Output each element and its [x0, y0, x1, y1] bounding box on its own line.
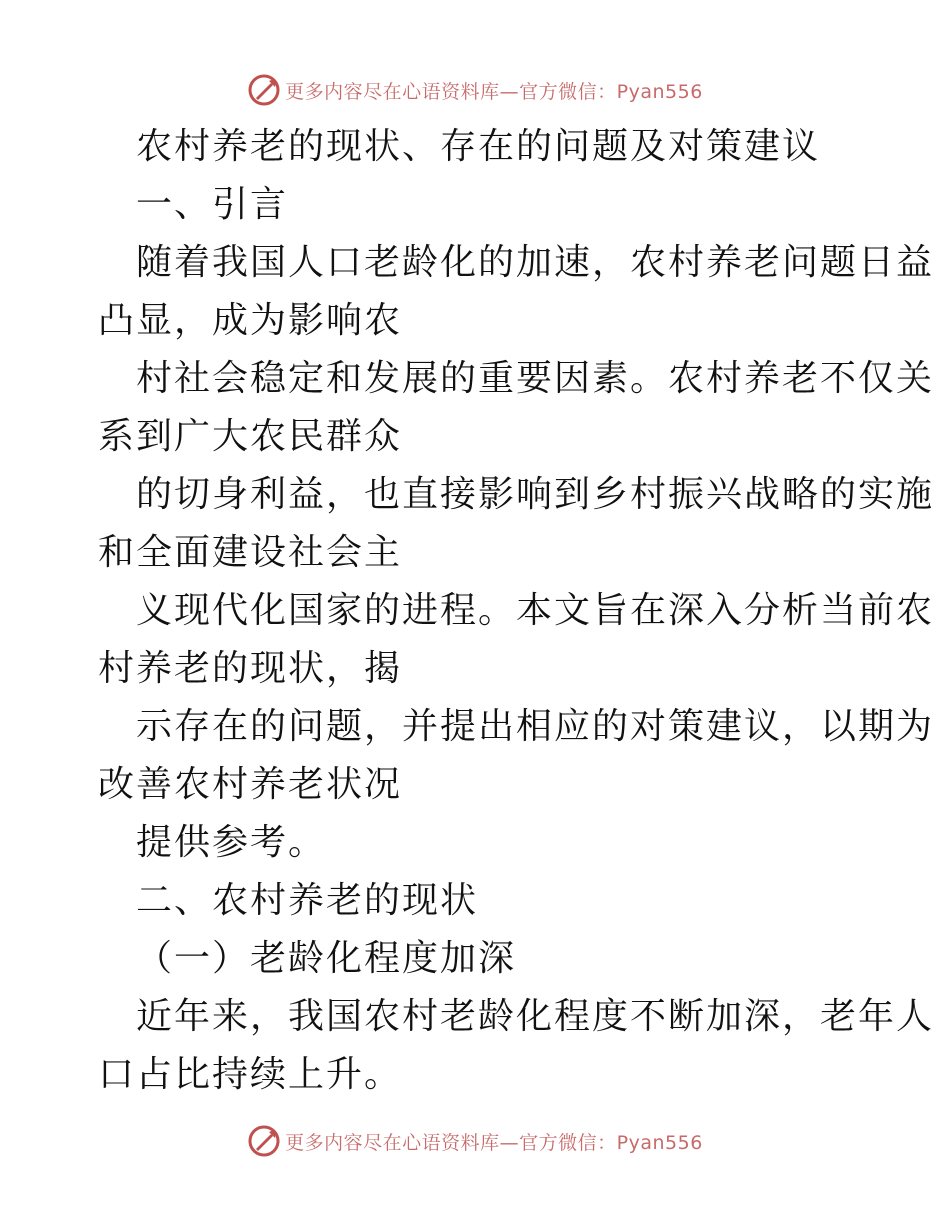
paragraph-line: 改善农村养老状况	[98, 764, 403, 805]
paragraph-line: 和全面建设社会主	[98, 532, 403, 573]
footer-watermark	[0, 1121, 950, 1161]
paragraph-line: 随着我国人口老龄化的加速，农村养老问题日益	[136, 242, 935, 283]
paragraph-line: 近年来，我国农村老龄化程度不断加深，老年人	[136, 996, 935, 1037]
paragraph-line: 的切身利益，也直接影响到乡村振兴战略的实施	[136, 474, 935, 515]
watermark-text: 更多内容尽在心语资料库—官方微信：Pyan556	[285, 80, 703, 103]
quill-logo-icon	[247, 1124, 281, 1158]
subsection-heading: （一）老龄化程度加深	[136, 938, 517, 979]
paragraph-line: 提供参考。	[136, 822, 327, 863]
paragraph-line: 村社会稳定和发展的重要因素。农村养老不仅关	[136, 358, 935, 399]
header-watermark	[0, 70, 950, 110]
paragraph-line: 村养老的现状，揭	[98, 648, 403, 689]
section-heading: 一、引言	[136, 184, 289, 225]
section-heading: 二、农村养老的现状	[136, 880, 479, 921]
quill-logo-icon	[247, 73, 281, 107]
document-body	[98, 118, 935, 1104]
paragraph-line: 示存在的问题，并提出相应的对策建议，以期为	[136, 706, 935, 747]
paragraph-line: 义现代化国家的进程。本文旨在深入分析当前农	[136, 590, 935, 631]
watermark-text: 更多内容尽在心语资料库—官方微信：Pyan556	[285, 1131, 703, 1154]
paragraph-line: 口占比持续上升。	[98, 1054, 403, 1095]
paragraph-line: 凸显，成为影响农	[98, 300, 403, 341]
paragraph-line: 系到广大农民群众	[98, 416, 403, 457]
document-title: 农村养老的现状、存在的问题及对策建议	[136, 126, 821, 167]
